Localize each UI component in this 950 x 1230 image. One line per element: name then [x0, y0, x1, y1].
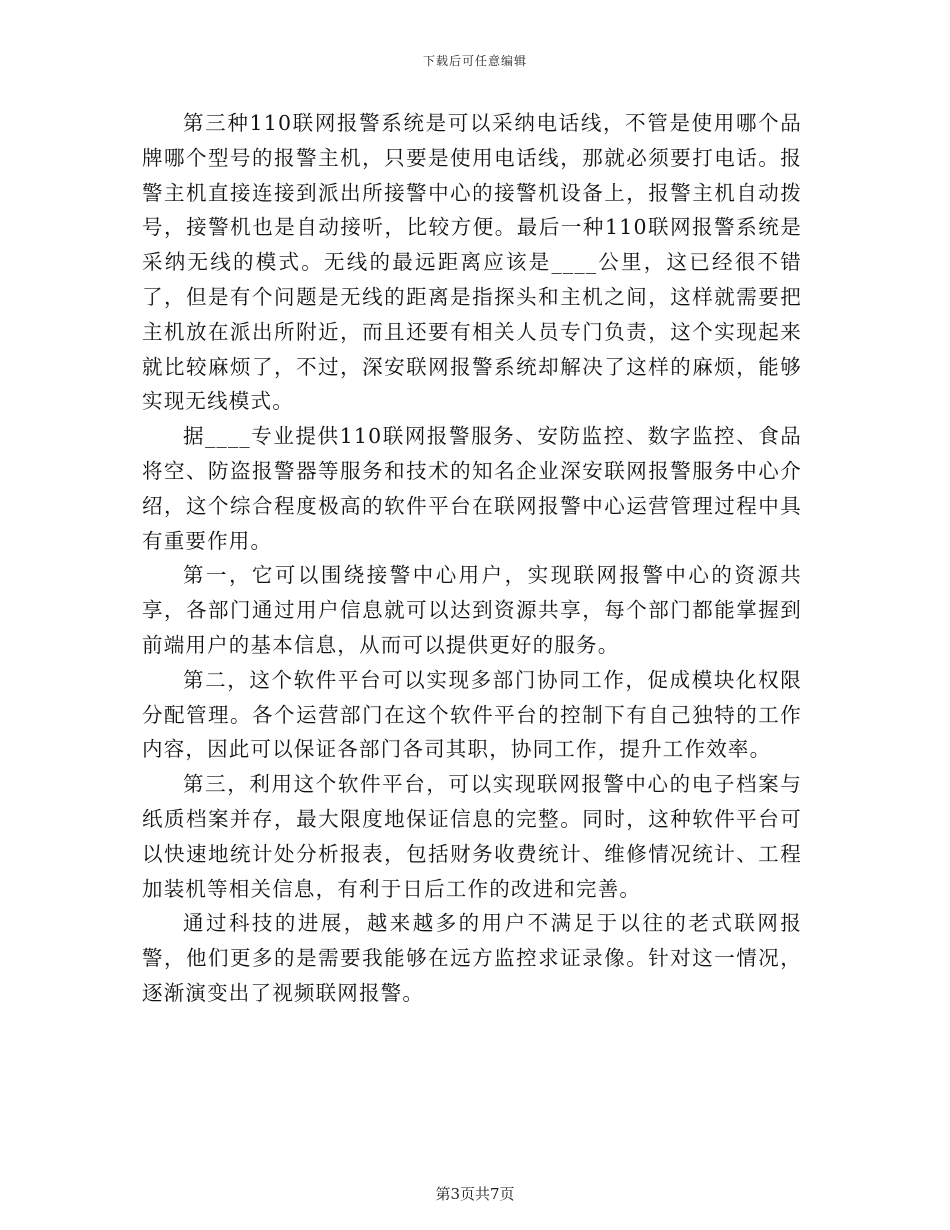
- paragraph-4: 第二，这个软件平台可以实现多部门协同工作，促成模块化权限分配管理。各个运营部门在这个软件平台的控制下有自己独特的工作内容，因此可以保证各部门各司其职，协同工作，提升工作效率。: [142, 667, 802, 762]
- paragraph-1: 第三种110联网报警系统是可以采纳电话线，不管是使用哪个品牌哪个型号的报警主机，只要是使用电话线，那就必须要打电话。报警主机直接连接到派出所接警中心的接警机设备上，报警主机自动拨号，接警机也是自动接听，比较方便。最后一种110联网报警系统是采纳无线的模式。无线的最远距离应该是____公里，这已经很不错了，但是有个问题是无线的距离是指探头和主机之间，这样就需要把主机放在派出所附近，而且还要有相关人员专门负责，这个实现起来就比较麻烦了，不过，深安联网报警系统却解决了这样的麻烦，能够实现无线模式。: [142, 111, 802, 414]
- paragraph-5: 第三，利用这个软件平台，可以实现联网报警中心的电子档案与纸质档案并存，最大限度地保证信息的完整。同时，这种软件平台可以快速地统计处分析报表，包括财务收费统计、维修情况统计、工程加装机等相关信息，有利于日后工作的改进和完善。: [142, 772, 802, 901]
- document-body: [142, 106, 802, 1011]
- paragraph-6: 通过科技的进展，越来越多的用户不满足于以往的老式联网报警，他们更多的是需要我能够在远方监控求证录像。针对这一情况，逐渐演变出了视频联网报警。: [142, 911, 802, 1005]
- paragraph-3: 第一，它可以围绕接警中心用户，实现联网报警中心的资源共享，各部门通过用户信息就可以达到资源共享，每个部门都能掌握到前端用户的基本信息，从而可以提供更好的服务。: [142, 563, 802, 657]
- paragraph-2: 据____专业提供110联网报警服务、安防监控、数字监控、食品将空、防盗报警器等服务和技术的知名企业深安联网报警服务中心介绍，这个综合程度极高的软件平台在联网报警中心运营管理过程中具有重要作用。: [142, 424, 802, 553]
- page-number: 第3页共7页: [435, 1185, 515, 1203]
- page-header-note: 下载后可任意编辑: [422, 54, 527, 68]
